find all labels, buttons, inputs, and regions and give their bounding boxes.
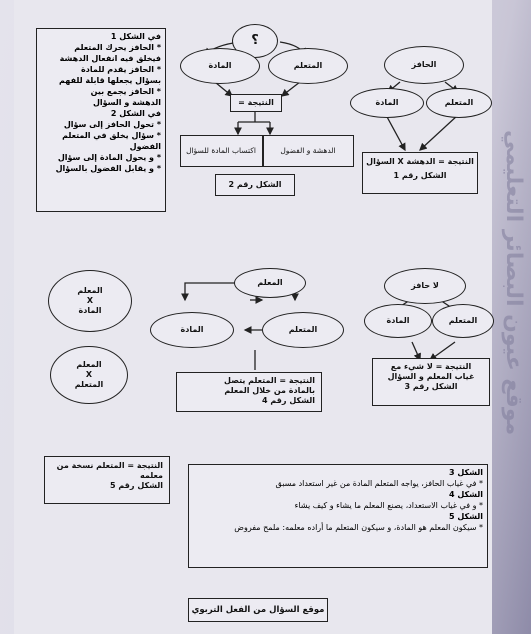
teacher-material-oval bbox=[48, 270, 132, 332]
legend-box bbox=[36, 28, 166, 212]
oval-label: المتعلم bbox=[74, 380, 104, 389]
oval-label: المادة bbox=[78, 306, 102, 315]
fig2-result-box bbox=[230, 94, 282, 112]
result-line: معلمه bbox=[140, 471, 163, 480]
result-label: النتيجة = bbox=[238, 98, 274, 107]
outcome-wonder-curiosity: الدهشة و الفضول bbox=[280, 146, 336, 156]
legend-line: * الحافز يحرك المتعلم bbox=[74, 43, 161, 52]
fig3-no-motivator-oval bbox=[384, 268, 466, 304]
oval-label: المتعلم bbox=[448, 316, 478, 325]
result-line: النتيجة = لا شيء مع bbox=[390, 362, 472, 371]
fig1-motivator-oval bbox=[384, 46, 464, 84]
fig5-result-box bbox=[44, 456, 170, 504]
legend-line: * و يقابل الفضول بالسؤال bbox=[55, 164, 161, 173]
oval-label: المعلم bbox=[257, 278, 283, 287]
legend-line: * سؤال يخلق في المتعلم bbox=[62, 131, 161, 140]
caption: الشكل رقم 5 bbox=[110, 481, 163, 490]
oval-label: المتعلم bbox=[293, 61, 323, 70]
cross-sign: X bbox=[85, 370, 93, 379]
caption: الشكل رقم 1 bbox=[393, 171, 447, 180]
legend-line: * الحافز يجمع بين bbox=[90, 87, 161, 96]
legend-line: * و يحول المادة إلى سؤال bbox=[57, 153, 161, 162]
oval-label: المادة bbox=[386, 316, 410, 325]
caption: الشكل رقم 3 bbox=[404, 382, 458, 391]
legend-line: الدهشة و السؤال bbox=[92, 98, 161, 107]
legend-line: في الشكل 2 bbox=[110, 109, 161, 118]
notes-box bbox=[188, 464, 488, 568]
teacher-learner-oval bbox=[50, 346, 128, 404]
question-mark: ؟ bbox=[251, 32, 259, 48]
fig1-material-oval bbox=[350, 88, 424, 118]
result-line: غياب المعلم و السؤال bbox=[387, 372, 475, 381]
fig4-result-box bbox=[176, 372, 322, 412]
fig3-material-oval bbox=[364, 304, 432, 338]
result-line: النتيجة = المتعلم يتصل bbox=[224, 376, 315, 385]
fig3-learner-oval bbox=[432, 304, 494, 338]
legend-line: في الشكل 1 bbox=[110, 32, 161, 41]
cross-sign: X bbox=[86, 296, 94, 305]
footer-title: موقع السؤال من الفعل التربوي bbox=[191, 604, 325, 615]
notes-line: * و في غياب الاستعداد، يصنع المعلم ما يشاء و كيف يشاء bbox=[294, 501, 483, 510]
fig4-material-oval bbox=[150, 312, 234, 348]
legend-line: * تحول الحافز إلى سؤال bbox=[63, 120, 161, 129]
notes-heading: الشكل 5 bbox=[448, 512, 483, 521]
legend-line: الفضول bbox=[129, 142, 161, 151]
oval-label: المادة bbox=[208, 61, 232, 70]
fig2-outcome-box bbox=[180, 135, 354, 167]
outcome-material-question: اكتساب المادة للسؤال bbox=[186, 146, 256, 156]
page-title bbox=[188, 598, 328, 622]
fig2-caption-box bbox=[215, 174, 295, 196]
oval-label: المادة bbox=[375, 98, 399, 107]
fig4-teacher-oval bbox=[234, 268, 306, 298]
oval-label: لا حافز bbox=[411, 281, 439, 290]
oval-label: المعلم bbox=[76, 360, 102, 369]
oval-label: المادة bbox=[180, 325, 204, 334]
site-watermark: موقع عيون البصائر التعليمي bbox=[501, 130, 526, 436]
result-line: النتيجة = المتعلم نسخة من bbox=[56, 461, 163, 470]
oval-label: المتعلم bbox=[288, 325, 318, 334]
result-line: بالمادة من خلال المعلم bbox=[224, 386, 315, 395]
fig4-learner-oval bbox=[262, 312, 344, 348]
notes-line: * سيكون المعلم هو المادة، و سيكون المتعلم ما أراده معلمه: ملمح مفروض bbox=[234, 523, 483, 532]
fig3-result-box bbox=[372, 358, 490, 406]
result-line: النتيجة = الدهشة X السؤال bbox=[366, 157, 474, 166]
legend-line: * الحافز يقدم للمادة bbox=[81, 65, 161, 74]
legend-line: بسؤال يجعلها قابلة للفهم bbox=[59, 76, 161, 85]
fig1-result-box bbox=[362, 152, 478, 194]
oval-label: المتعلم bbox=[444, 98, 474, 107]
fig1-learner-oval bbox=[426, 88, 492, 118]
oval-label: الحافز bbox=[411, 60, 437, 69]
notes-line: * في غياب الحافز، يواجه المتعلم المادة من غير استعداد مسبق bbox=[275, 479, 483, 488]
notes-heading: الشكل 4 bbox=[448, 490, 483, 499]
fig2-learner-oval bbox=[268, 48, 348, 84]
fig2-material-oval bbox=[180, 48, 260, 84]
notes-heading: الشكل 3 bbox=[448, 468, 483, 477]
caption: الشكل رقم 4 bbox=[262, 396, 315, 405]
oval-label: المعلم bbox=[77, 286, 103, 295]
caption: الشكل رقم 2 bbox=[228, 180, 282, 189]
legend-line: فيخلق فيه انفعال الدهشة bbox=[59, 54, 161, 63]
